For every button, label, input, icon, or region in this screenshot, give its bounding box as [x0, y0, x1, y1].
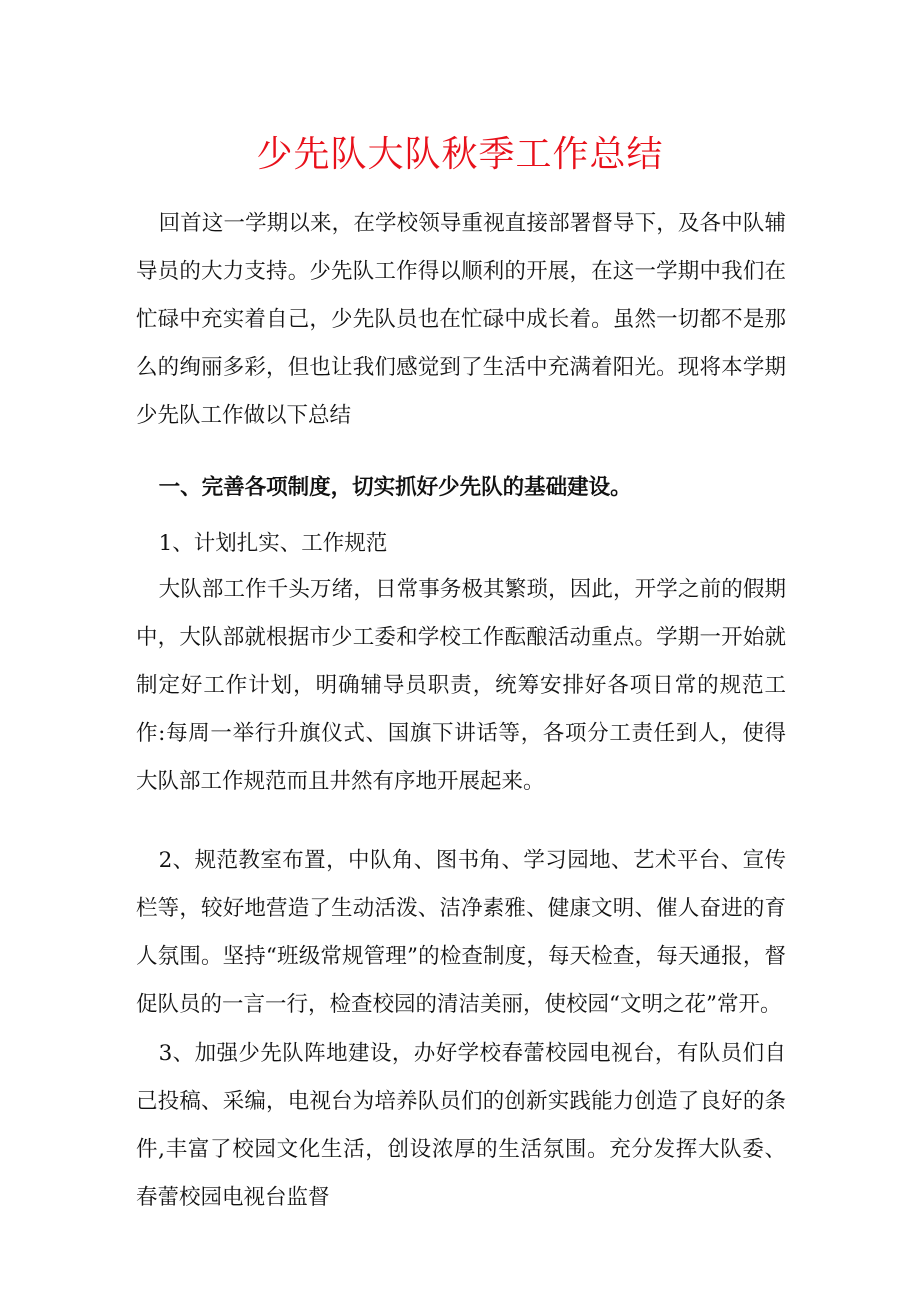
- paragraph-plan: 大队部工作千头万绪，日常事务极其繁琐，因此，开学之前的假期中，大队部就根据市少工委和学校工作酝酿活动重点。学期一开始就制定好工作计划，明确辅导员职责，统筹安排好各项日常的规范工作:每周一举行升旗仪式、国旗下讲话等，各项分工责任到人，使得大队部工作规范而且井然有序地开展起来。: [136, 577, 786, 794]
- intro-paragraph: 回首这一学期以来，在学校领导重视直接部署督导下，及各中队辅导员的大力支持。少先队工作得以顺利的开展，在这一学期中我们在忙碌中充实着自己，少先队员也在忙碌中成长着。虽然一切都不是那么的绚丽多彩，但也让我们感觉到了生活中充满着阳光。现将本学期少先队工作做以下总结: [136, 211, 786, 428]
- paragraph-classroom: 2、规范教室布置，中队角、图书角、学习园地、艺术平台、宣传栏等，较好地营造了生动活泼、洁净素雅、健康文明、催人奋进的育人氛围。坚持“班级常规管理”的检查制度，每天检查，每天通报，督促队员的一言一行，检查校园的清洁美丽，使校园“文明之花”常开。: [136, 848, 786, 1017]
- sub-heading: 1、计划扎实、工作规范: [158, 531, 388, 556]
- document-title: 少先队大队秋季工作总结: [256, 134, 664, 175]
- section-heading: 一、完善各项制度，切实抓好少先队的基础建设。: [158, 475, 632, 500]
- paragraph-tv-station: 3、加强少先队阵地建设，办好学校春蕾校园电视台，有队员们自己投稿、采编，电视台为培养队员们的创新实践能力创造了良好的条件,丰富了校园文化生活，创设浓厚的生活氛围。充分发挥大队委、春蕾校园电视台监督: [136, 1041, 786, 1210]
